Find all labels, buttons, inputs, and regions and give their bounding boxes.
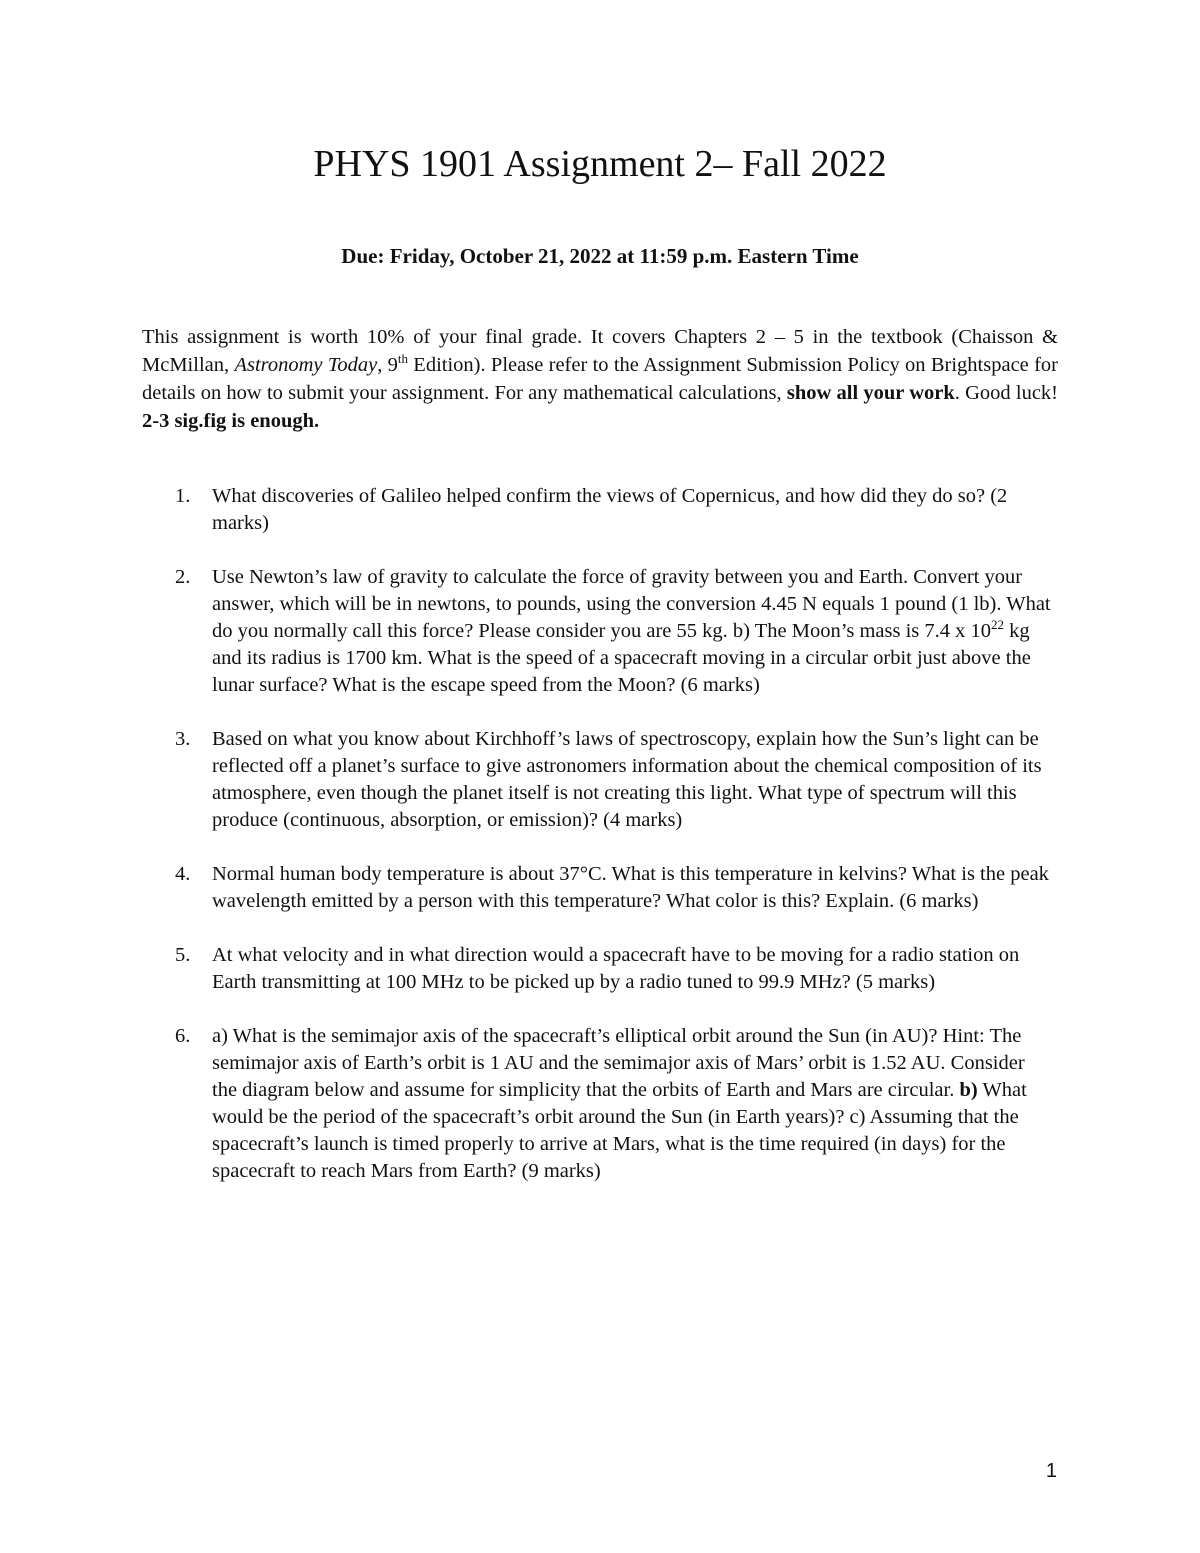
due-date: Due: Friday, October 21, 2022 at 11:59 p.m. Eastern Time (341, 244, 859, 268)
intro-text-4: . Good luck! (954, 382, 1059, 404)
question-text: Based on what you know about Kirchhoff’s laws of spectroscopy, explain how the Sun’s light can be reflected off a planet’s surface to give astronomers information about the chemical composition of its atmosphere, even though the planet itself is not creating this light. What type of spectrum will this produce (continuous, absorption, or emission)? (4 marks) (212, 728, 1042, 831)
question-4 (0, 861, 1052, 915)
question-number: 3. (175, 728, 191, 750)
question-text: Normal human body temperature is about 37°C. What is this temperature in kelvins? What is the peak wavelength emitted by a person with this temperature? What color is this? Explain. (6 marks) (212, 863, 1049, 912)
exponent-superscript: 22 (991, 617, 1005, 633)
question-number: 1. (175, 485, 191, 507)
question-text-part-a: a) What is the semimajor axis of the spacecraft’s elliptical orbit around the Sun (in AU)? Hint: The semimajor axis of Earth’s orbit is 1 AU and the semimajor axis of Mars’ orbit is 1.52 AU. Consider the diagram below and assume for simplicity that the orbits of Earth and Mars are circular. (212, 1025, 1025, 1101)
intro-emphasis-sigfig: 2-3 sig.fig is enough. (142, 410, 320, 432)
question-number: 4. (175, 863, 191, 885)
page-title: PHYS 1901 Assignment 2– Fall 2022 (313, 143, 887, 185)
textbook-title: Astronomy Today (234, 354, 378, 376)
intro-paragraph (142, 323, 1058, 435)
page-number: 1 (1045, 1460, 1057, 1482)
question-list (0, 483, 1200, 1212)
question-text-part-b: What would be the period of the spacecraft’s orbit around the Sun (in Earth years)? c) Assuming that the spacecraft’s launch is timed properly to arrive at Mars, what is the time required (in days) for the spacecraft to reach Mars from Earth? (9 marks) (212, 1079, 1027, 1182)
question-5 (0, 942, 1052, 996)
intro-text-2: , 9 (377, 354, 398, 376)
question-text: What discoveries of Galileo helped confirm the views of Copernicus, and how did they do so? (2 marks) (212, 485, 1008, 534)
question-2 (0, 564, 1052, 699)
question-number: 5. (175, 944, 191, 966)
question-text: At what velocity and in what direction would a spacecraft have to be moving for a radio station on Earth transmitting at 100 MHz to be picked up by a radio tuned to 99.9 MHz? (5 marks) (212, 944, 1020, 993)
question-number: 6. (175, 1025, 191, 1047)
intro-text-1: This assignment is worth 10% of your final grade. It covers Chapters 2 – 5 in the textbook (Chaisson & McMillan, (142, 326, 1058, 376)
intro-emphasis-work: show all your work (786, 382, 955, 404)
question-6 (0, 1023, 1052, 1185)
edition-superscript: th (397, 351, 408, 367)
question-1 (0, 483, 1052, 537)
question-3 (0, 726, 1052, 834)
question-number: 2. (175, 566, 191, 588)
question-text-part-a: Use Newton’s law of gravity to calculate the force of gravity between you and Earth. Convert your answer, which will be in newtons, to pounds, using the conversion 4.45 N equals 1 pound (1 lb). What do you normally call this force? Please consider you are 55 kg. b) The Moon’s mass is 7.4 x 10 (212, 566, 1051, 642)
question-part-label: b) (959, 1079, 978, 1101)
intro-text-3: Edition). Please refer to the Assignment Submission Policy on Brightspace for details on how to submit your assignment. For any mathematical calculations, (142, 354, 1058, 404)
question-text-part-b: kg and its radius is 1700 km. What is the speed of a spacecraft moving in a circular orbit just above the lunar surface? What is the escape speed from the Moon? (6 marks) (212, 620, 1031, 696)
